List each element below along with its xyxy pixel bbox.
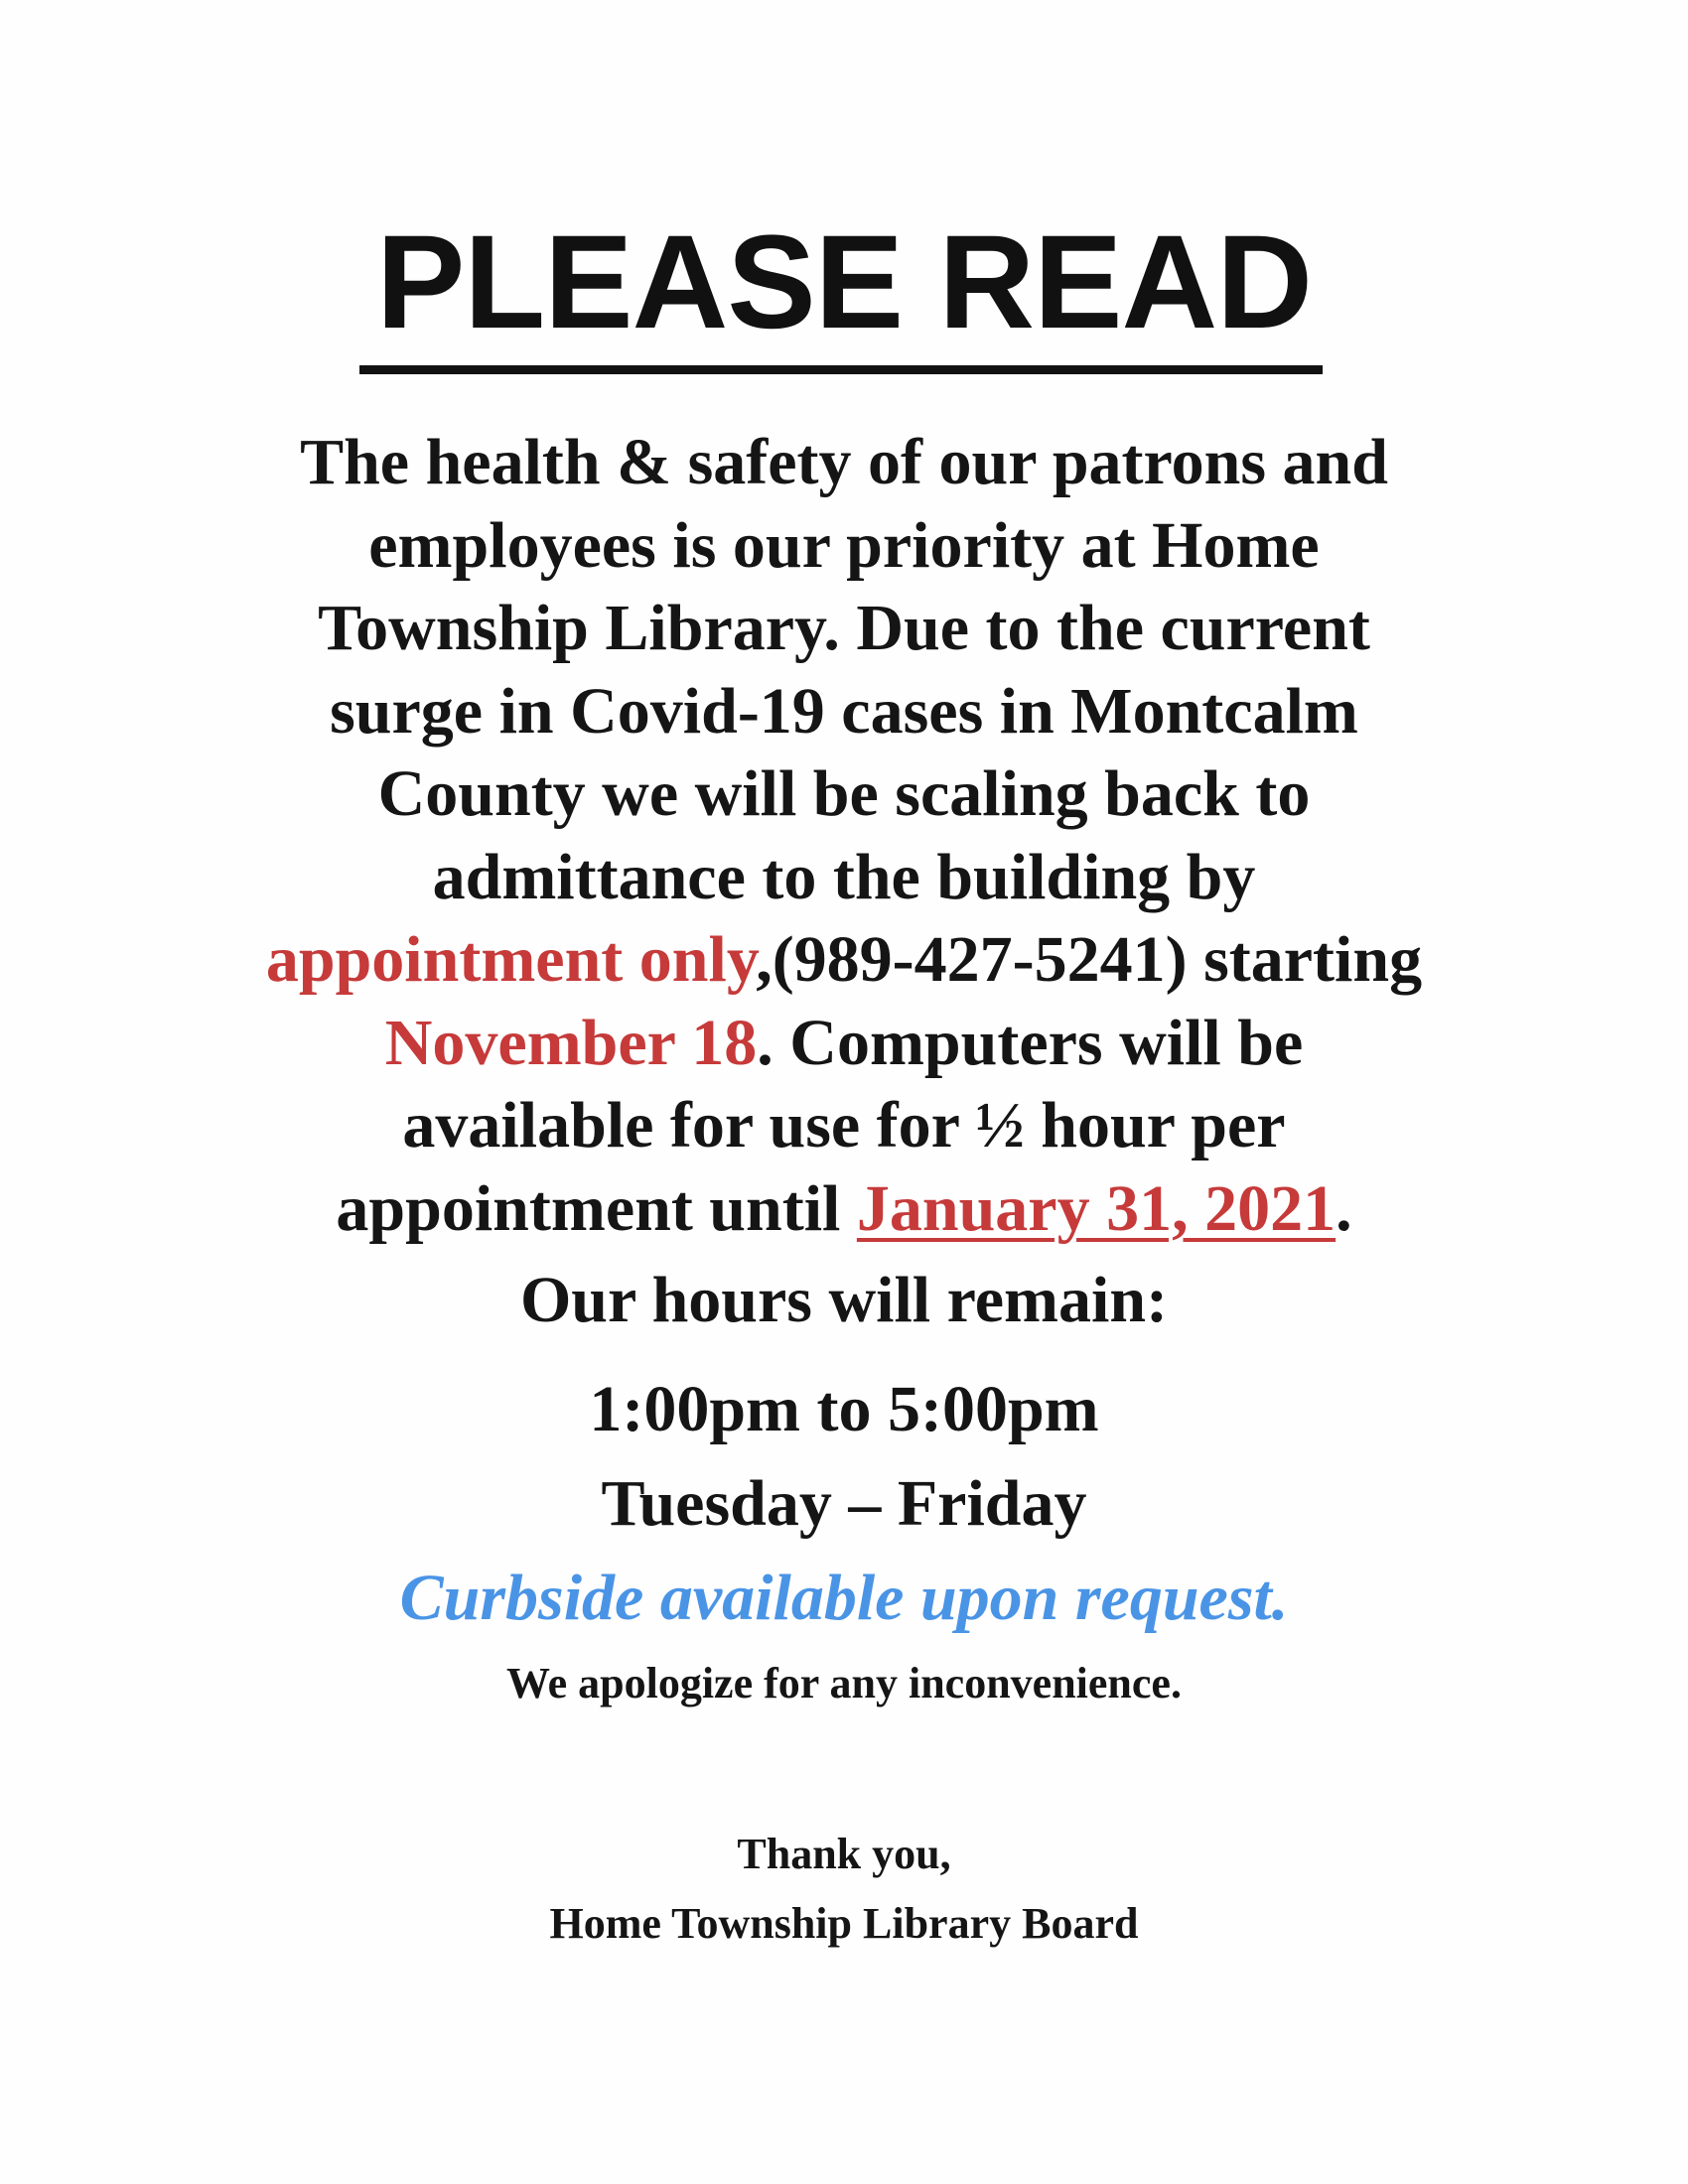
hours-heading: Our hours will remain:	[519, 1264, 1169, 1336]
notice-body	[149, 421, 1539, 1250]
body-line-5: County we will be scaling back to	[377, 757, 1311, 830]
title-underline	[359, 365, 1323, 374]
body-line-9: available for use for ½ hour per	[402, 1089, 1286, 1161]
body-line-10	[149, 1167, 1539, 1251]
appointment-only-highlight: appointment only	[265, 923, 757, 996]
body-line-7	[149, 918, 1539, 1002]
computers-text: . Computers will be	[757, 1006, 1304, 1079]
hours-time: 1:00pm to 5:00pm	[589, 1373, 1099, 1445]
body-line-8	[149, 1002, 1539, 1085]
start-date-highlight: November 18	[384, 1006, 758, 1079]
thanks-text: Thank you,	[737, 1830, 951, 1878]
body-line-6: admittance to the building by	[432, 840, 1256, 913]
end-period: .	[1336, 1171, 1352, 1245]
body-line-2: employees is our priority at Home	[368, 508, 1320, 582]
signoff-text: Home Township Library Board	[549, 1899, 1139, 1948]
until-text: appointment until	[336, 1171, 857, 1245]
phone-number-text: ,(989-427-5241) starting	[756, 923, 1423, 996]
body-line-3: Township Library. Due to the current	[318, 592, 1370, 664]
body-line-4: surge in Covid-19 cases in Montcalm	[330, 674, 1358, 748]
body-line-1: The health & safety of our patrons and	[300, 426, 1388, 498]
curbside-note: Curbside available upon request.	[399, 1562, 1289, 1634]
apology-text: We apologize for any inconvenience.	[506, 1659, 1182, 1707]
hours-days: Tuesday – Friday	[601, 1467, 1087, 1540]
end-date-highlight: January 31, 2021	[856, 1171, 1336, 1245]
page-title: PLEASE READ	[375, 208, 1313, 356]
